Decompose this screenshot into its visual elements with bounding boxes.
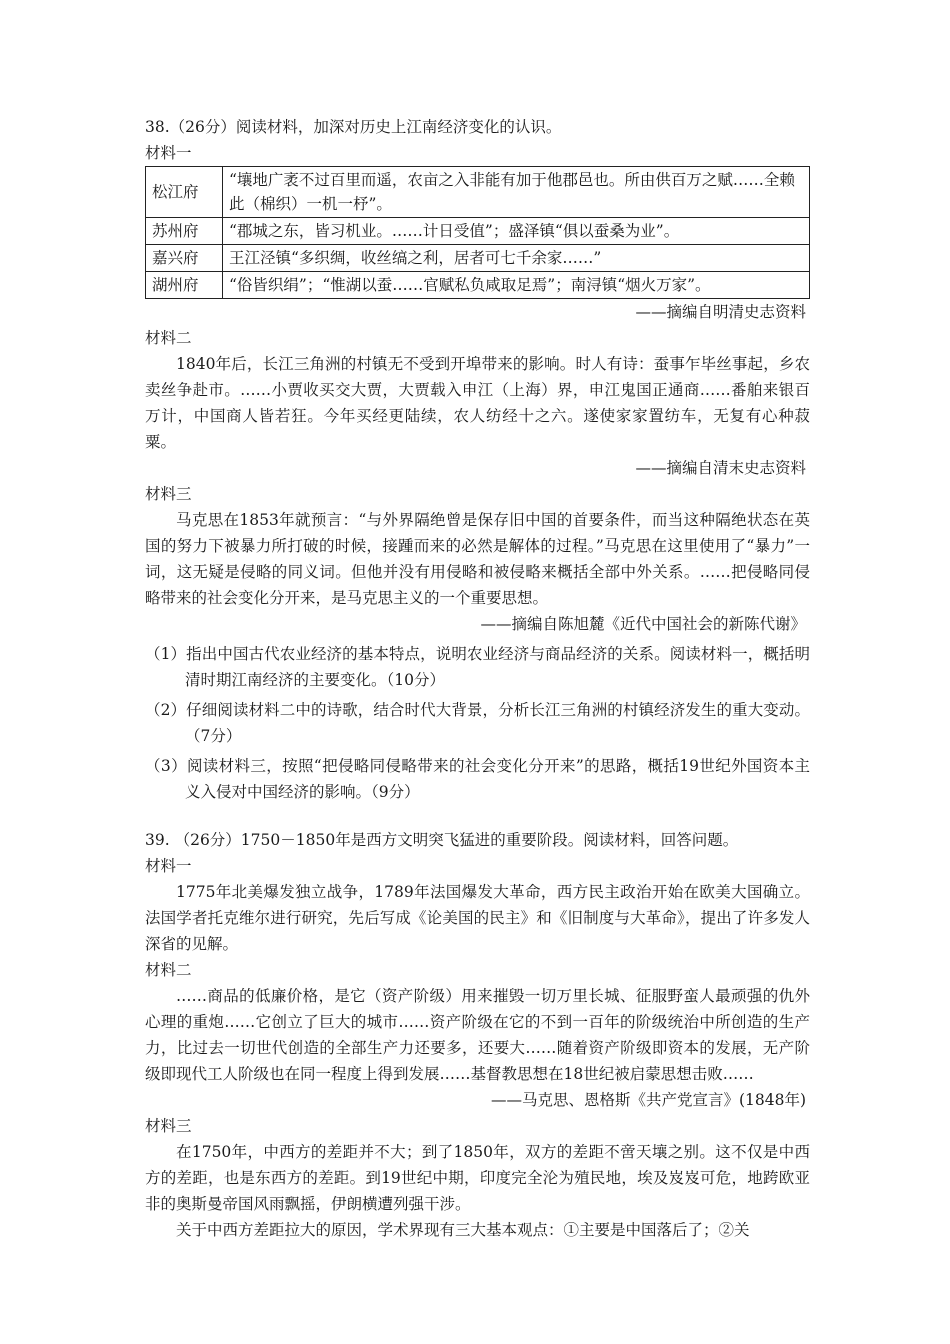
q38-question-3: （3）阅读材料三，按照“把侵略同侵略带来的社会变化分开来”的思路，概括19世纪外国资本主义入侵对中国经济的影响。（9分） (145, 757, 810, 801)
prefecture-cell: 湖州府 (146, 272, 223, 299)
table-row (146, 167, 810, 218)
q39-material1-text: 1775年北美爆发独立战争，1789年法国爆发大革命，西方民主政治开始在欧美大国确立。法国学者托克维尔进行研究，先后写成《论美国的民主》和《旧制度与大革命》，提出了许多发人深省的见解。 (145, 883, 810, 953)
q38-material1-label: 材料一 (145, 144, 192, 162)
record-cell: “郡城之东，皆习机业。……计日受值”；盛泽镇“俱以蚕桑为业”。 (223, 218, 810, 245)
table-row (146, 245, 810, 272)
prefecture-cell: 嘉兴府 (146, 245, 223, 272)
q38-material2-source: ——摘编自清末史志资料 (635, 459, 806, 477)
q38-material3-source: ——摘编自陈旭麓《近代中国社会的新陈代谢》 (480, 615, 806, 633)
record-cell: “俗皆织绢”；“惟湖以蚕……官赋私负咸取足焉”；南浔镇“烟火万家”。 (223, 272, 810, 299)
q39-material3-label: 材料三 (145, 1117, 192, 1135)
record-cell: 王江泾镇“多织绸，收丝缟之利，居者可七千余家……” (223, 245, 810, 272)
q39-material1-label: 材料一 (145, 857, 192, 875)
q39-material2-source: ——马克思、恩格斯《共产党宣言》(1848年) (490, 1091, 806, 1109)
section-gap (145, 805, 810, 827)
q38-question-1: （1）指出中国古代农业经济的基本特点，说明农业经济与商品经济的关系。阅读材料一，概括明清时期江南经济的主要变化。（10分） (145, 645, 810, 689)
q38-heading: 38.（26分）阅读材料，加深对历史上江南经济变化的认识。 (145, 118, 562, 136)
q38-material2-text: 1840年后，长江三角洲的村镇无不受到开埠带来的影响。时人有诗：蚕事乍毕丝事起，乡农卖丝争赴市。……小贾收买交大贾，大贾载入申江（上海）界，申江鬼国正通商……番舶来银百万计，中国商人皆若狂。今年买经更陆续，农人纺经十之六。遂使家家置纺车，无复有心种菽粟。 (145, 355, 810, 451)
prefecture-cell: 松江府 (146, 167, 223, 218)
table-row (146, 272, 810, 299)
q39-material2-text: ……商品的低廉价格，是它（资产阶级）用来摧毁一切万里长城、征服野蛮人最顽强的仇外心理的重炮……它创立了巨大的城市……资产阶级在它的不到一百年的阶级统治中所创造的生产力，比过去一切世代创造的全部生产力还要多，还要大……随着资产阶级即资本的发展，无产阶级即现代工人阶级也在同一程度上得到发展……基督教思想在18世纪被启蒙思想击败…… (145, 987, 810, 1083)
exam-page (145, 114, 810, 1243)
q38-material3-text: 马克思在1853年就预言：“与外界隔绝曾是保存旧中国的首要条件，而当这种隔绝状态在英国的努力下被暴力所打破的时候，接踵而来的必然是解体的过程。”马克思在这里使用了“暴力”一词，这无疑是侵略的同义词。但他并没有用侵略和被侵略来概括全部中外关系。……把侵略同侵略带来的社会变化分开来，是马克思主义的一个重要思想。 (145, 511, 810, 607)
q39-material3-text: 在1750年，中西方的差距并不大；到了1850年，双方的差距不啻天壤之别。这不仅是中西方的差距，也是东西方的差距。到19世纪中期，印度完全沦为殖民地，埃及岌岌可危，地跨欧亚非的奥斯曼帝国风雨飘摇，伊朗横遭列强干涉。 (145, 1143, 810, 1213)
q39-material3-text2: 关于中西方差距拉大的原因，学术界现有三大基本观点：①主要是中国落后了；②关 (176, 1221, 750, 1239)
q38-material3-label: 材料三 (145, 485, 192, 503)
q38-material1-table (145, 166, 810, 299)
prefecture-cell: 苏州府 (146, 218, 223, 245)
table-row (146, 218, 810, 245)
q38-question-2: （2）仔细阅读材料二中的诗歌，结合时代大背景，分析长江三角洲的村镇经济发生的重大变动。（7分） (145, 701, 810, 745)
q39-heading: 39. （26分）1750－1850年是西方文明突飞猛进的重要阶段。阅读材料，回答问题。 (145, 831, 739, 849)
q38-material1-source: ——摘编自明清史志资料 (635, 303, 806, 321)
record-cell: “壤地广袤不过百里而遥，农亩之入非能有加于他郡邑也。所由供百万之赋……全赖此（棉织）一机一杼”。 (223, 167, 810, 218)
q39-material2-label: 材料二 (145, 961, 192, 979)
q38-material2-label: 材料二 (145, 329, 192, 347)
